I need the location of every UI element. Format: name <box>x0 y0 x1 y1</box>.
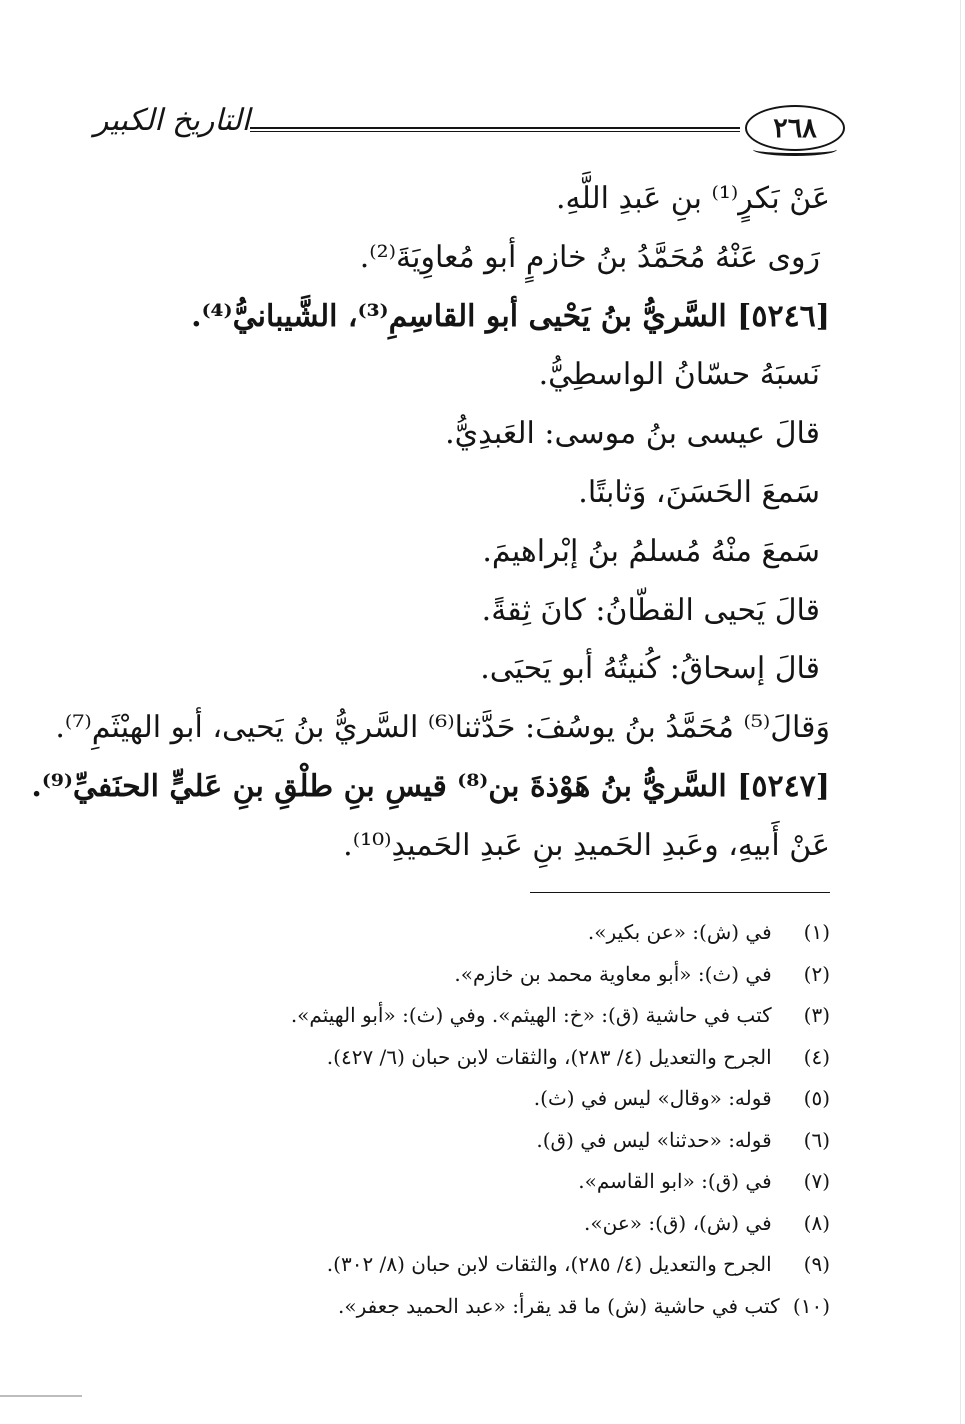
footnote-text: الجرح والتعديل (٤/ ٢٨٣)، والثقات لابن حبان (٦/ ٤٢٧). <box>326 1044 772 1069</box>
text-line: سَمعَ الحَسَنَ، وَثابتًا. <box>578 474 820 510</box>
text-line: عَنْ بَكرٍ⁽¹⁾ بنِ عَبدِ اللَّهِ. <box>555 181 830 216</box>
text-line: وَقالَ⁽⁵⁾ مُحَمَّدُ بنُ يوسُفَ: حَدَّثنا⁽⁶⁾ السَّريُّ بنُ يَحيى، أبو الهيْثَمِ⁽⁷⁾. <box>55 710 830 746</box>
footnote-number: (٢) <box>803 961 830 986</box>
text-line: قالَ إسحاقُ: كُنيتُهُ أبو يَحيَى. <box>480 651 820 687</box>
page-header <box>93 95 845 165</box>
page-number-badge: ٢٦٨ <box>745 105 845 151</box>
footnote <box>150 954 830 996</box>
footnote <box>150 1037 830 1079</box>
footnote-text: في (ث): «أبو معاوية محمد بن خازم». <box>454 961 772 986</box>
entry-name: السَّريُّ بنُ هَوْذةَ بن⁽⁸⁾ قيسِ بنِ طلْقِ بنِ عَليٍّ الحنَفيِّ⁽⁹⁾. <box>31 768 727 804</box>
text-line: قالَ عيسى بنُ موسى: العَبدِيُّ. <box>445 416 820 452</box>
page-edge-line <box>960 0 961 1424</box>
page-edge-mark <box>0 1395 82 1397</box>
footnote-number: (٥) <box>803 1086 830 1110</box>
main-text <box>31 170 830 876</box>
footnote-number: (٧) <box>803 1169 830 1193</box>
header-rule <box>250 127 740 129</box>
entry-name: السَّريُّ بنُ يَحْيى أبو القاسِمِ⁽³⁾، الشَّيبانيُّ⁽⁴⁾. <box>191 298 727 334</box>
footnote-number: (٤) <box>803 1044 830 1069</box>
footnote-text: الجرح والتعديل (٤/ ٢٨٥)، والثقات لابن حبان (٨/ ٣٠٢). <box>326 1252 772 1276</box>
footnote <box>150 912 830 954</box>
footnote-number: (٩) <box>803 1252 830 1276</box>
footnote-text: كتب في حاشية (ش) ما قد يقرأ: «عبد الحميد جعفر». <box>338 1293 780 1318</box>
footnote-number: (٣) <box>803 1003 830 1027</box>
footnote-text: في (ش): «عن بكير». <box>587 920 772 944</box>
footnote-text: في (ق): «ابو القاسم». <box>578 1169 772 1193</box>
footnote <box>150 1203 830 1245</box>
footnote-number: (١٠) <box>792 1293 830 1318</box>
entry-heading <box>140 288 830 347</box>
text-line: سَمعَ منْهُ مُسلمُ بنُ إبْراهيمَ. <box>482 533 820 569</box>
book-title: التاريخ الكبير <box>93 103 250 138</box>
text-line: نَسبَهُ حسّانُ الواسطِيُّ. <box>538 357 820 393</box>
text-line: عَنْ أَبيهِ، وعَبدِ الحَميدِ بنِ عَبدِ الحَميدِ⁽¹⁰⁾. <box>343 827 830 863</box>
footnotes <box>150 912 830 1327</box>
footnote <box>150 1286 830 1328</box>
footnote <box>150 995 830 1037</box>
footnote-text: قوله: «وقال» ليس في (ث). <box>533 1086 772 1110</box>
footnote-separator <box>530 892 830 893</box>
footnote-text: كتب في حاشية (ق): «خ: الهيثم». وفي (ث): «أبو الهيثم». <box>290 1003 772 1027</box>
entry-number: [٥٢٤٦] <box>737 298 830 334</box>
footnote <box>150 1244 830 1286</box>
footnote-number: (٨) <box>803 1210 830 1235</box>
entry-number: [٥٢٤٧] <box>737 768 830 804</box>
footnote-number: (١) <box>803 920 830 944</box>
footnote-text: في (ش)، (ق): «عن». <box>584 1210 772 1235</box>
footnote-number: (٦) <box>803 1127 830 1152</box>
footnote <box>150 1078 830 1120</box>
text-line: قالَ يَحيى القطّانُ: كانَ ثِقةً. <box>481 592 820 628</box>
footnote <box>150 1120 830 1162</box>
text-line: رَوى عَنْهُ مُحَمَّدُ بنُ خازمٍ أبو مُعاوِيَةَ⁽²⁾. <box>359 239 820 275</box>
footnote <box>150 1161 830 1203</box>
header-rule-thin <box>250 131 740 132</box>
footnote-text: قوله: «حدثنا» ليس في (ق). <box>536 1127 772 1152</box>
entry-heading <box>31 758 830 817</box>
